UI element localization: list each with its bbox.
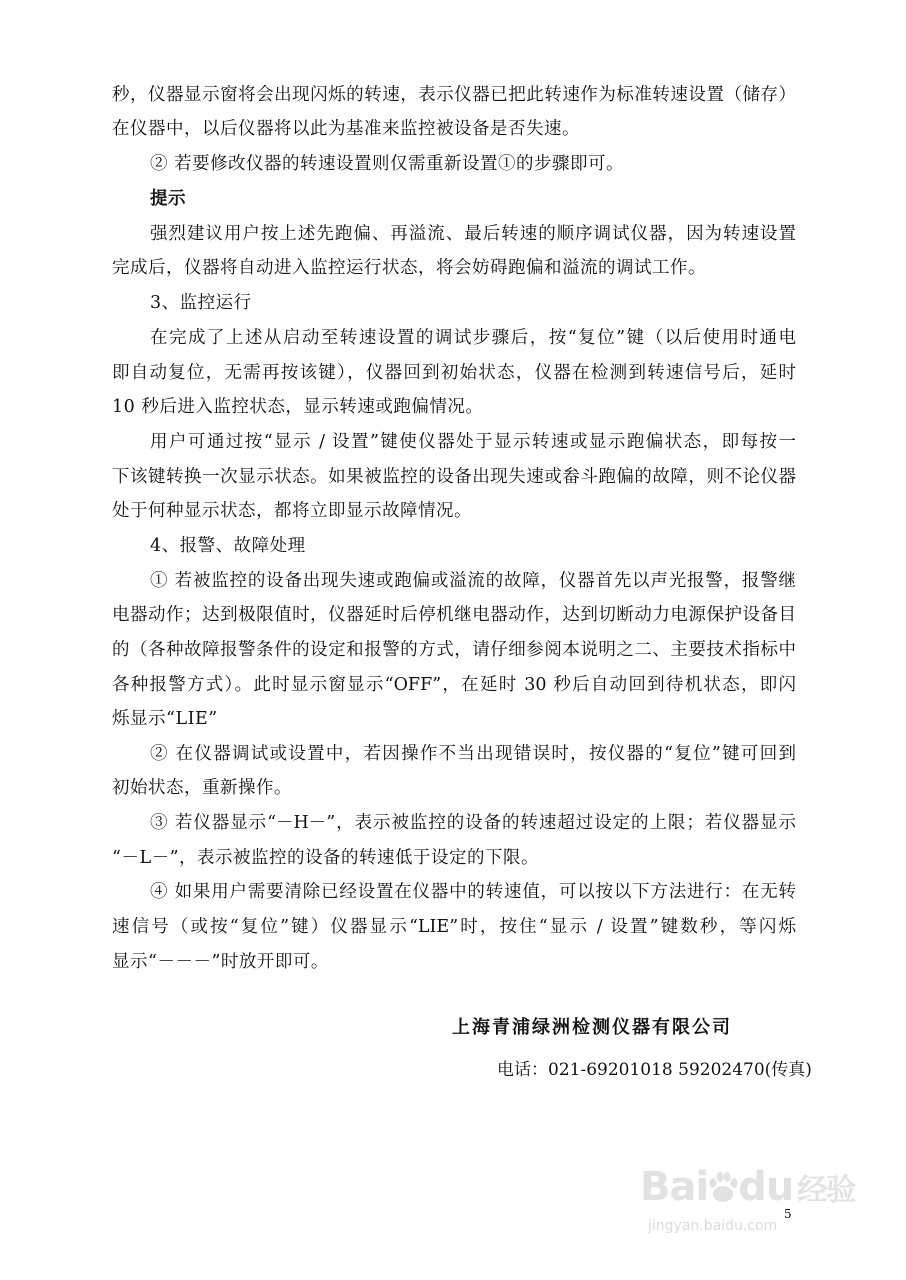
paragraph-line: 秒，仪器显示窗将会出现闪烁的转速，表示仪器已把此转速作为标准转速设置（储存） — [112, 85, 796, 105]
watermark-brand-left: Bai — [640, 1164, 709, 1210]
paragraph-line: 烁显示“LIE” — [112, 709, 218, 729]
paragraph-line: 显示“－－－”时放开即可。 — [112, 952, 329, 972]
paw-icon-svg — [708, 1170, 738, 1204]
paragraph-line: 下该键转换一次显示状态。如果被监控的设备出现失速或畚斗跑偏的故障，则不论仪器 — [112, 467, 796, 487]
watermark-brand — [640, 1164, 855, 1210]
paragraph-line: 各种报警方式）。此时显示窗显示“OFF”，在延时 30 秒后自动回到待机状态，即闪 — [112, 675, 796, 695]
watermark-url: jingyan.baidu.com — [648, 1218, 778, 1234]
paragraph-line: 用户可通过按“显示 / 设置”键使仪器处于显示转速或显示跑偏状态，即每按一 — [150, 432, 796, 452]
paragraph-line: ② 若要修改仪器的转速设置则仅需重新设置①的步骤即可。 — [150, 154, 625, 174]
paragraph-line: 完成后，仪器将自动进入监控运行状态，将会妨碍跑偏和溢流的调试工作。 — [112, 258, 706, 278]
company-name: 上海青浦绿洲检测仪器有限公司 — [452, 1017, 732, 1038]
paragraph-line: ③ 若仪器显示“－H－”，表示被监控的设备的转速超过设定的上限；若仪器显示 — [150, 813, 796, 833]
paragraph-line: 的（各种故障报警条件的设定和报警的方式，请仔细参阅本说明之二、主要技术指标中 — [112, 640, 796, 660]
paragraph-line: 速信号（或按“复位”键）仪器显示“LIE”时，按住“显示 / 设置”键数秒，等闪烁 — [112, 917, 796, 937]
paragraph-line: “－L－”，表示被监控的设备的转速低于设定的下限。 — [112, 848, 540, 868]
contact-phone: 电话：021-69201018 59202470(传真) — [497, 1060, 812, 1080]
paragraph-line: ④ 如果用户需要清除已经设置在仪器中的转速值，可以按以下方法进行：在无转 — [150, 882, 796, 902]
paragraph-line: 电器动作；达到极限值时，仪器延时后停机继电器动作，达到切断动力电源保护设备目 — [112, 605, 796, 625]
watermark-brand-right: du — [738, 1164, 794, 1210]
paragraph-line: ① 若被监控的设备出现失速或跑偏或溢流的故障，仪器首先以声光报警，报警继 — [150, 571, 796, 591]
paw-icon — [708, 1168, 738, 1202]
watermark-brand-cn: 经验 — [797, 1173, 856, 1208]
paragraph-line: 初始状态，重新操作。 — [112, 778, 292, 798]
section-heading: 4、报警、故障处理 — [150, 536, 306, 556]
paragraph-line: 处于何种显示状态，都将立即显示故障情况。 — [112, 501, 472, 521]
baidu-jingyan-watermark — [640, 1150, 856, 1240]
page-number: 5 — [784, 1207, 792, 1221]
paragraph-line: 在仪器中，以后仪器将以此为基准来监控被设备是否失速。 — [112, 119, 580, 139]
section-heading: 3、监控运行 — [150, 293, 252, 313]
paragraph-line: ② 在仪器调试或设置中，若因操作不当出现错误时，按仪器的“复位”键可回到 — [150, 744, 796, 764]
paragraph-line: 强烈建议用户按上述先跑偏、再溢流、最后转速的顺序调试仪器，因为转速设置 — [150, 224, 796, 244]
paragraph-line: 在完成了上述从启动至转速设置的调试步骤后，按“复位”键（以后使用时通电 — [150, 328, 796, 348]
section-heading: 提示 — [150, 189, 186, 209]
paragraph-line: 10 秒后进入监控状态，显示转速或跑偏情况。 — [112, 397, 484, 417]
paragraph-line: 即自动复位，无需再按该键），仪器回到初始状态，仪器在检测到转速信号后，延时 — [112, 363, 796, 383]
